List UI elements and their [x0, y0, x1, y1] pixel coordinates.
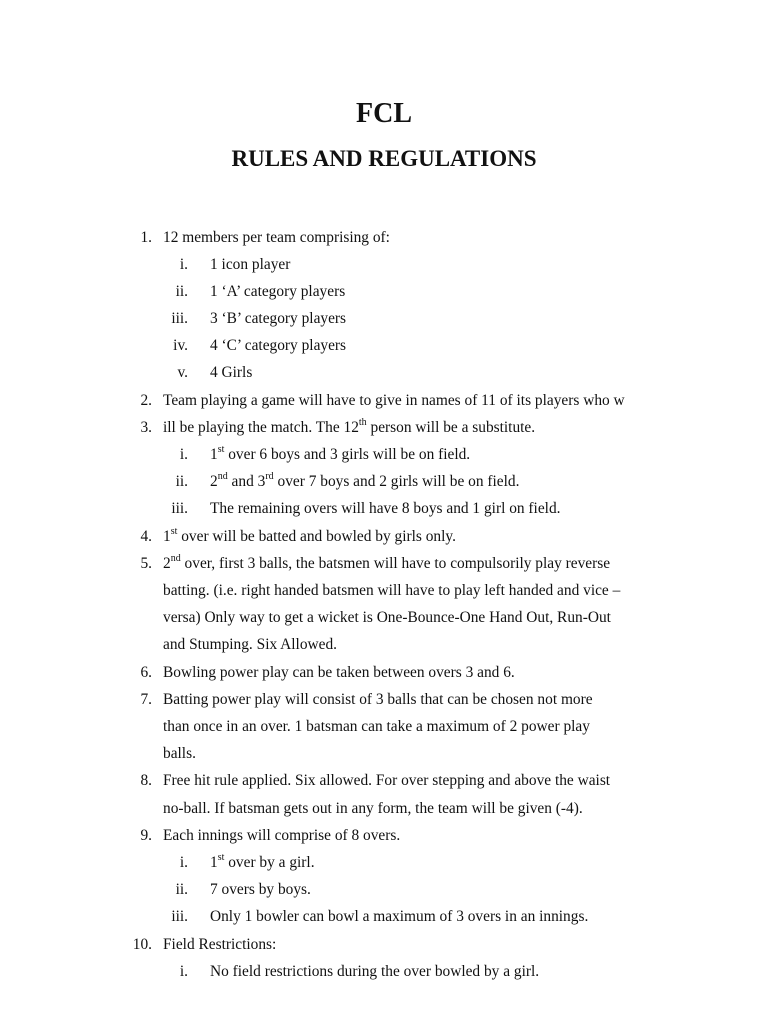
- rule-number: 8.: [140, 772, 152, 789]
- rule-text: ill be playing the match. The 12th person will be a substitute.: [163, 416, 536, 436]
- rule-text: balls.: [163, 745, 196, 762]
- rule-number: i.: [179, 446, 188, 463]
- rule-number: 7.: [140, 691, 152, 708]
- rule-text: and Stumping. Six Allowed.: [163, 636, 338, 653]
- rule-number: ii.: [175, 881, 188, 898]
- rule-number: i.: [179, 854, 188, 871]
- rule-text: 2nd over, first 3 balls, the batsmen will have to compulsorily play reverse: [163, 552, 611, 572]
- rule-text: No field restrictions during the over bowled by a girl.: [210, 963, 540, 980]
- rule-number: 3.: [140, 419, 152, 436]
- document-title: FCL: [356, 98, 412, 129]
- rule-text: Free hit rule applied. Six allowed. For over stepping and above the waist: [163, 772, 611, 789]
- rule-number: 2.: [140, 392, 152, 409]
- rule-number: ii.: [175, 283, 188, 300]
- rule-text: versa) Only way to get a wicket is One-Bounce-One Hand Out, Run-Out: [163, 609, 611, 626]
- rule-text: 1st over by a girl.: [210, 851, 315, 871]
- rule-number: 10.: [132, 936, 152, 953]
- rule-number: 5.: [140, 555, 152, 572]
- rule-text: 4 Girls: [210, 364, 253, 381]
- rule-text: 3 ‘B’ category players: [210, 310, 347, 327]
- rule-text: 2nd and 3rd over 7 boys and 2 girls will be on field.: [210, 470, 520, 490]
- rule-text: Field Restrictions:: [163, 936, 277, 953]
- rule-number: 1.: [140, 229, 152, 246]
- rule-number: i.: [179, 963, 188, 980]
- rule-number: v.: [177, 364, 188, 381]
- rule-number: 6.: [140, 664, 152, 681]
- rule-text: 1st over 6 boys and 3 girls will be on field.: [210, 443, 471, 463]
- document-subtitle: RULES AND REGULATIONS: [231, 146, 537, 171]
- rule-text: Team playing a game will have to give in names of 11 of its players who w: [163, 392, 625, 409]
- rule-number: iv.: [173, 337, 188, 354]
- rule-text: 1st over will be batted and bowled by girls only.: [163, 525, 456, 545]
- rule-text: 1 icon player: [210, 256, 291, 273]
- rule-text: no-ball. If batsman gets out in any form, the team will be given (-4).: [163, 800, 583, 817]
- rule-text: Only 1 bowler can bowl a maximum of 3 overs in an innings.: [210, 908, 589, 925]
- rule-text: 1 ‘A’ category players: [210, 283, 346, 300]
- rule-number: iii.: [171, 310, 188, 327]
- rule-text: Each innings will comprise of 8 overs.: [163, 827, 401, 844]
- rule-number: i.: [179, 256, 188, 273]
- rule-number: iii.: [171, 908, 188, 925]
- rule-number: 9.: [140, 827, 152, 844]
- rule-text: than once in an over. 1 batsman can take a maximum of 2 power play: [163, 718, 590, 735]
- rule-text: The remaining overs will have 8 boys and 1 girl on field.: [210, 500, 561, 517]
- rule-text: 7 overs by boys.: [210, 881, 311, 898]
- rule-number: 4.: [140, 528, 152, 545]
- rule-number: iii.: [171, 500, 188, 517]
- rule-text: 12 members per team comprising of:: [163, 229, 390, 246]
- rule-number: ii.: [175, 473, 188, 490]
- rule-text: batting. (i.e. right handed batsmen will have to play left handed and vice –: [163, 582, 621, 599]
- rule-text: Bowling power play can be taken between overs 3 and 6.: [163, 664, 515, 681]
- rule-text: 4 ‘C’ category players: [210, 337, 347, 354]
- rule-text: Batting power play will consist of 3 balls that can be chosen not more: [163, 691, 593, 708]
